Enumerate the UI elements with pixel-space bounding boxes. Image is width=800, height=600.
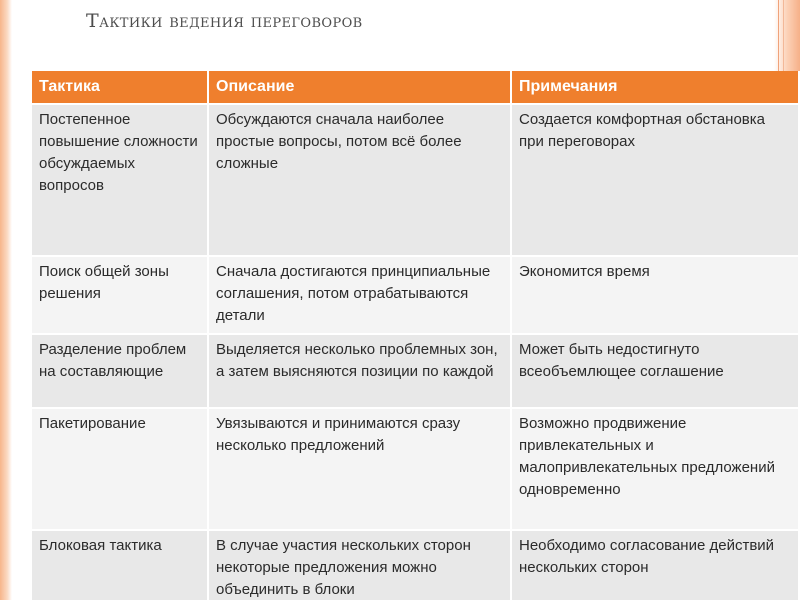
table-row <box>32 334 799 408</box>
table-row <box>32 530 799 600</box>
slide-title: Тактики ведения переговоров <box>86 10 363 32</box>
cell-notes: Создается комфортная обстановка при переговорах <box>511 104 799 256</box>
cell-description: Обсуждаются сначала наиболее простые вопросы, потом всё более сложные <box>208 104 511 256</box>
table-header-row <box>32 71 799 104</box>
cell-tactic: Разделение проблем на составляющие <box>32 334 208 408</box>
cell-notes: Может быть недостигнуто всеобъемлющее соглашение <box>511 334 799 408</box>
table-row <box>32 256 799 334</box>
cell-tactic: Постепенное повышение сложности обсуждаемых вопросов <box>32 104 208 256</box>
table-row <box>32 408 799 530</box>
cell-description: Сначала достигаются принципиальные соглашения, потом отрабатываются детали <box>208 256 511 334</box>
tactics-table <box>32 71 800 600</box>
cell-notes: Необходимо согласование действий нескольких сторон <box>511 530 799 600</box>
cell-notes: Экономится время <box>511 256 799 334</box>
cell-tactic: Пакетирование <box>32 408 208 530</box>
table-row <box>32 104 799 256</box>
cell-description: В случае участия нескольких сторон некоторые предложения можно объединить в блоки <box>208 530 511 600</box>
cell-description: Выделяется несколько проблемных зон, а затем выясняются позиции по каждой <box>208 334 511 408</box>
slide-left-border <box>0 0 12 600</box>
cell-tactic: Поиск общей зоны решения <box>32 256 208 334</box>
header-description: Описание <box>208 71 511 104</box>
header-tactic: Тактика <box>32 71 208 104</box>
header-notes: Примечания <box>511 71 799 104</box>
cell-notes: Возможно продвижение привлекательных и малопривлекательных предложений одновременно <box>511 408 799 530</box>
cell-tactic: Блоковая тактика <box>32 530 208 600</box>
cell-description: Увязываются и принимаются сразу несколько предложений <box>208 408 511 530</box>
